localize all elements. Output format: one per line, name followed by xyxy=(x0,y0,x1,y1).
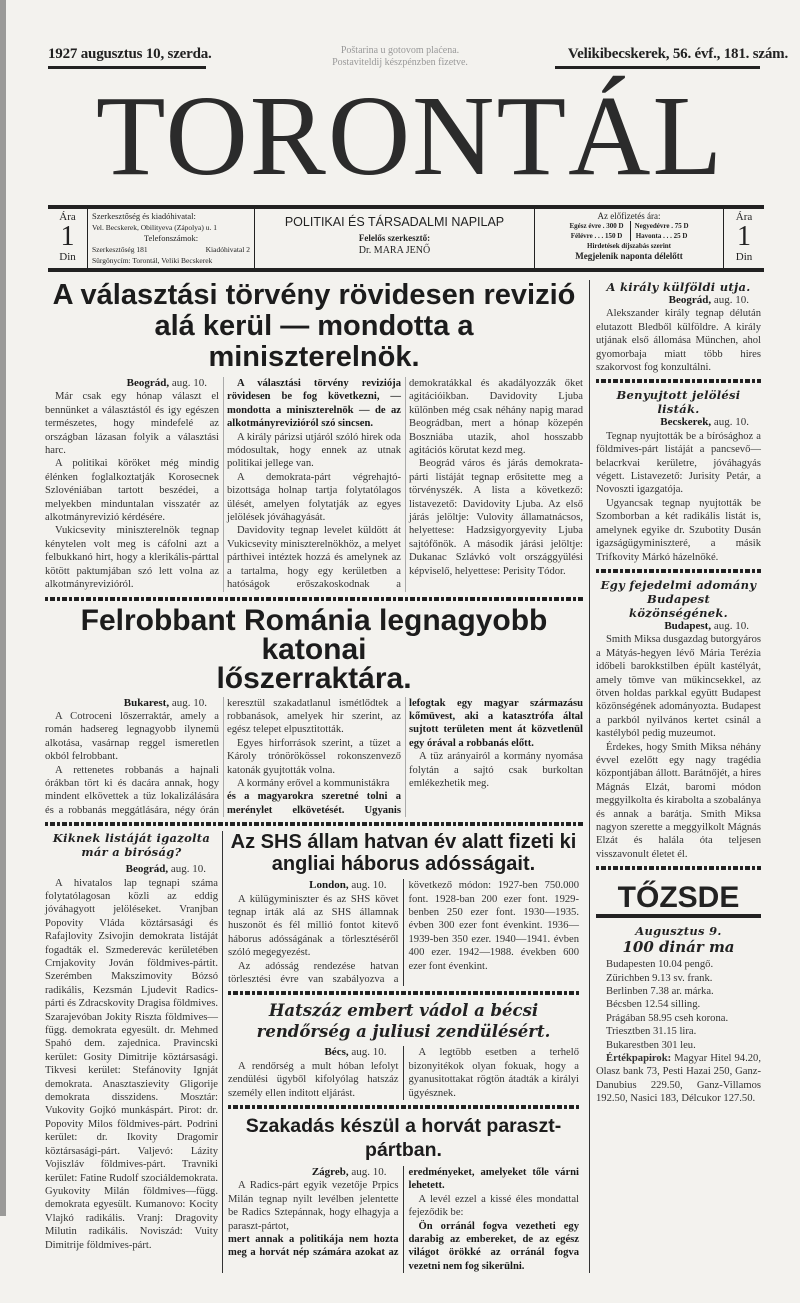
article-text xyxy=(228,1166,579,1273)
dateline-date: aug. 10. xyxy=(170,863,206,876)
paragraph: Alekszander király tegnap délután elutazott Bledből külföldre. A király utjának első állomása München, ahol gyomorbaja miatt több hires szakorvost fog konzultálni. xyxy=(596,308,761,374)
headline-romania-explosion xyxy=(45,603,583,695)
editor-label: Felelős szerkesztő: xyxy=(358,233,431,243)
stock-subtitle: 100 dinár ma xyxy=(622,938,735,957)
paragraph: Az adósság rendezése hatvan törlesztési évre van szabályozva a következő módon: 1927-ben 750.000 font. 1928-ban 200 ezer font. 1929-benben 250 ezer font. 1930—1935. évben 300 ezer font évenkint. 1936—1939-ben 350 ezer. 1940—1941. évben 400 ezer. 1942—1988. években 600 ezer font évenkint. xyxy=(228,880,579,985)
issue-date: 1927 augusztus 10, szerda. xyxy=(48,46,212,62)
sub-price: Havonta . . . 25 D xyxy=(635,232,688,240)
rate-item: Triesztben 31.15 lira. xyxy=(606,1026,697,1038)
dateline xyxy=(228,879,399,892)
securities-text: Magyar Hitel 94.20, Olasz bank 73, Pesti Hazai 250, Ganz-Danubius 229.50, Ganz-Villamos 192.50, Nasici 183, Délcukor 127.50. xyxy=(596,1053,761,1105)
ornamental-divider xyxy=(45,822,583,826)
article-croat-party xyxy=(228,1166,579,1273)
article-text xyxy=(228,879,579,986)
headline-line: lőszerraktára. xyxy=(216,661,412,695)
paragraph: A demokrata-párt végrehajtó-bizottsága holnap tartja folytatólagos ülését, amelyen folytatják az egyes jelölések jóváhagyását. xyxy=(227,471,401,524)
paragraph: A levél ezzel a kissé éles mondattal fejeződik be: xyxy=(408,1193,579,1219)
paragraph: Tegnap nyujtották be a bírósághoz a földmives-párt listáját a pancsevő—belacrkvai kerületre, jóváhagyás végett. Listavezető: Jurisity Petár, a Novoszti igazgatója. xyxy=(596,430,761,496)
dateline-city: Zágreb, xyxy=(311,1166,349,1179)
dateline xyxy=(45,697,219,710)
office-info xyxy=(88,209,255,268)
ad-rates: Hirdetések díjszabás szerint xyxy=(587,242,671,250)
dateline-city: Bukarest, xyxy=(123,696,170,709)
dateline-date: aug. 10. xyxy=(713,416,749,429)
postal-line: Poštarina u gotovom plaćena. xyxy=(340,45,460,56)
dateline xyxy=(596,416,761,429)
paragraph: A kormány erővel a kommunistákra xyxy=(237,777,390,789)
article-romania-explosion xyxy=(45,697,583,818)
ornamental-divider xyxy=(228,991,579,995)
dateline-date: aug. 10. xyxy=(713,294,749,306)
rate-item: Berlinben 7.38 ar. márka. xyxy=(606,986,714,998)
article-text xyxy=(596,430,761,564)
dateline-date: aug. 10. xyxy=(171,377,207,389)
headline-princely-gift: Egy fejedelmi adomány Budapest közönségének. xyxy=(600,577,757,620)
stock-date: Augusztus 9. xyxy=(635,924,722,939)
ornamental-divider xyxy=(596,569,761,573)
dateline xyxy=(45,863,218,876)
dateline xyxy=(596,294,761,307)
price-value: 1 xyxy=(60,221,75,252)
publication-schedule: Megjelenik naponta délelőtt xyxy=(575,251,683,261)
paragraph: és a magyarokra szeretné tolni a merénylet elkövetését. Ugyanis lefogtak egy magyar származásu kőmüvest, aki a katasztrófa által sujtott területen ment át közvetlenül egy órával a robbanás előtt. xyxy=(227,697,583,816)
issue-number: Velikibecskerek, 56. évf., 181. szám. xyxy=(567,46,788,62)
paragraph: A legtöbb esetben a terhelő bizonyitékok olyan fokuak, hogy a gyanusitottakat rögtön átadták a királyi ügyésznek. xyxy=(408,1047,579,1099)
dateline-date: aug. 10. xyxy=(713,619,749,632)
main-area xyxy=(45,280,800,1273)
middle-stack xyxy=(223,831,579,1273)
main-column xyxy=(45,280,583,1273)
paragraph: Beográd város és járás demokrata-párti listáját tegnap erősitette meg a törvényszék. A lista a következő: listavezető: Davidovity Ljuba. Az első járás jelöltje: Vulovity államatnácsos, helyettese: Hadzsigyorgyevity Ljuba sajtófőnök. A második járási jelöltje: Dukanac Szlávkó volt országgyülési képviselő, helyettese: Perisity Tódor. xyxy=(409,458,583,577)
subtitle-block xyxy=(255,209,535,268)
rate-item: Bukarestben 301 leu. xyxy=(606,1039,696,1051)
telegram-address: Sürgönycím: Torontál, Veliki Becskerek xyxy=(92,256,213,265)
headline-vienna-riot: Hatszáz embert vádol a bécsi rendőrség a juliusi zendülésért. xyxy=(256,1001,551,1042)
headline-shs-debt: Az SHS állam hatvan év alatt fizeti ki angliai háborus adósságait. xyxy=(230,831,577,876)
phone-publisher: Kiadóhivatal 2 xyxy=(205,245,250,254)
price-label: Ára xyxy=(735,211,753,223)
price-value: 1 xyxy=(737,221,751,252)
paragraph: Smith Miksa dusgazdag butorgyáros a Mátyás-hegyen lévő Mária Terézia időbeli barokkstilben épült kastélyát, amely tömve van műkincsekkel, az ötven holdas parkkal együtt Budapest közönségének adományozta. Budapest a parkból nyilvános kertet csinál a kastélyból pedig muzeumot. xyxy=(596,634,761,740)
headline-court-lists: Kiknek listáját igazolta már a biróság? xyxy=(52,831,211,860)
dateline-city: Becskerek, xyxy=(660,416,712,429)
article-court-lists xyxy=(45,831,223,1273)
dateline-city: London, xyxy=(309,879,349,892)
paragraph: A tüz arányairól a kormány nyomása folytán a sajtó csak burkoltan emlékezhetik meg. xyxy=(409,751,583,789)
article-text xyxy=(596,307,761,374)
price-unit: Din xyxy=(59,251,76,263)
paragraph: Egyes hirforrások szerint, a tüzet a Károly trónörökössel rokonszenvező katonák gyujtották volna. xyxy=(227,737,401,776)
dateline-city: Beográd, xyxy=(126,377,170,389)
article-electoral-law xyxy=(45,377,583,592)
paragraph: Ön orránál fogva vezetheti egy darabig az embereket, de az egész világot örökké az orránál fogva vezetni nem fog sikerülni. xyxy=(408,1220,579,1272)
paragraph: A király párizsi utjáról szóló hirek oda módosultak, hogy ennek az utnak politikai jellege van. xyxy=(227,431,401,470)
securities xyxy=(596,1052,761,1106)
paragraph: A Radics-párt egyik vezetője Prpics Milán tegnap nyilt levélben jelentette be Radics Sztepánnak, hogy elhagyja a paraszt-pártot, xyxy=(228,1180,399,1232)
editor-name: Dr. MARA JENŐ xyxy=(358,245,431,256)
phones-label: Telefonszámok: xyxy=(143,233,199,243)
paragraph: Vukicsevity miniszterelnök tegnap kénytelen volt meg is cáfolni azt a felbukkanó hirt, hogy a klerikális-párttal kötött paktumjában szó lett volna az alkotmányrevizióról. xyxy=(45,525,219,591)
paragraph: A választási törvény reviziója rövidesen be fog következni, — mondotta a miniszterelnök — de az alkotmányrevizióról szó sincsen. xyxy=(227,378,401,430)
dateline-date: aug. 10. xyxy=(351,1166,387,1179)
rule xyxy=(555,66,760,69)
paragraph: mert annak a politikája nem hozta meg a horvát nép számára azokat az eredményeket, amelyeket tőle várni lehetett. xyxy=(228,1167,579,1259)
headline-line: Felrobbant Románia legnagyobb katonai xyxy=(80,603,548,666)
securities-label: Értékpapirok: xyxy=(606,1053,672,1065)
dateline xyxy=(228,1046,399,1059)
price-left xyxy=(48,209,88,268)
sub-price: Egész évre . 300 D xyxy=(569,222,624,230)
sub-price: Negyedévre . 75 D xyxy=(634,222,689,230)
dateline-date: aug. 10. xyxy=(171,696,207,709)
dateline-date: aug. 10. xyxy=(351,879,387,892)
headline-king-trip: A király külföldi utja. xyxy=(606,280,751,294)
rate-item: Budapesten 10.04 pengő. xyxy=(606,959,714,971)
paragraph: Érdekes, hogy Smith Miksa néhány évvel ezelőtt egy nagy tragédia központjában állott. Barátnőjét, a hires Mágnás Elzát, baromi módon meggyilkolta és kirabolta a szobalánya és annak a barátja. Smith Miksa nagyon szerette a meggyilkolt Mágnás Elzát és halála óta teljesen visszavonult életet él. xyxy=(596,741,761,860)
price-right xyxy=(724,209,764,268)
paragraph: A Cotroceni lőszerraktár, amely a román hadsereg legnagyobb ilynemü alkotása, vasárnap reggel ismeretlen okból felrobbant. xyxy=(45,710,219,763)
article-text xyxy=(45,377,583,592)
page-content xyxy=(0,205,800,1303)
stock-exchange-title: TŐZSDE xyxy=(596,882,761,918)
rule xyxy=(48,66,206,69)
headline-electoral-law: A választási törvény rövidesen revizió alá kerül — mondotta a miniszterelnök. xyxy=(52,279,576,373)
paragraph: A rendőrség a mult hóban lefolyt zendülési ügyből kifolyólag hatszáz személy ellen inditott eljárást. xyxy=(228,1060,399,1099)
masthead-title: TORONTÁL xyxy=(95,72,725,199)
price-label: Ára xyxy=(59,211,76,223)
dateline xyxy=(228,1166,399,1179)
rate-item: Bécsben 12.54 silling. xyxy=(606,999,701,1011)
ornamental-divider xyxy=(596,379,761,383)
paragraph: A hivatalos lap tegnapi száma folytatólagosan közli az eddig jóváhagyott jelöléseket. Vranjban Popovity Vláda köztársasági és Rafajlovity Zsivojin demokrata listáját fogadták el. Szmederevác kerületében Crnjakovity Jován földmives-pártit. Szerémben Makszimovity Bózsó radikális, Kezsmán Ljudevit Radics-párti és Zdracskovity Dragisa földmives. Szarajevóban Jokity Riszta földmives—függ. demokrata egyesült. dr. Mehmed Spahó dem. zajednica. Pravincski kerület: Gosity Dimitrije köztársasági. Tikvesi kerület: Stefánovity Ignját demokrata. Anasztaszievity Gligorije demokrata disszidens. Mosztár: Vukovity Gojkó munkáspárt. Pirot: dr. Popovity Milos földmives-párt. Podrini kerület: dr. Ikovity Dragomir köztársasági-párt. Valjevó: Lázity Vojiszláv földmives-párt. Travniki kerület: Fatine Rudolf szociáldemokrata. Gyukovity Milán földmives—függ. demokrata egyesült. Kumanovo: Kocity Vlajkó radikális. Vranj: Dragovity Milutin radikális. Noviszád: Vuity Dimitrije földmives-párt. xyxy=(45,877,218,1251)
dateline-date: aug. 10. xyxy=(351,1046,387,1059)
paragraph: Már csak egy hónap választ el bennünket a választástól és igy egészen természetes, hogy mindefelé az országban lázasan folyik a választási harc. xyxy=(45,391,219,457)
exchange-rates xyxy=(596,958,761,1052)
office-address: Vel. Becskerek, Obilityeva (Zápolya) u. 1 xyxy=(92,223,217,232)
headline-submitted-lists: Benyujtott jelölési listák. xyxy=(616,388,741,417)
article-text xyxy=(45,877,218,1252)
paragraph: A rettenetes robbanás a hajnali órákban tört ki és dacára annak, hogy mindent elkövettek a tüz lokalizálására és a robbanás meggátlására, négy órán keresztül szakadatlanul ismétlődtek a robbanások, amelyek hir szerint, az egész telepet elpusztitották. xyxy=(45,697,401,816)
phone-editorial: Szerkesztőség 181 xyxy=(92,245,148,254)
article-vienna-riot xyxy=(228,1046,579,1100)
paragraph: A politikai köröket még mindig élénken foglalkoztatják Korosecnek Szlovéniában tartott beszédei, a melyekben minduntalan visszatér az alkotmányrevizió kérdésére. xyxy=(45,458,219,524)
postal-line: Postaviteldij készpénzben fizetve. xyxy=(332,57,468,68)
ornamental-divider xyxy=(596,866,761,870)
paragraph: Davidovity tegnap levelet küldött át Vukicsevity miniszterelnökhöz, a melyet párthivei intéztek hozzá és amelynek az a tartalma, hogy egy kerületben a hatóságok erőszakoskodnak a demokratákkal és akadályozzák őket agitációikban. Davidovity Ljuba különben még csak néhány napig marad Beográdban, mert a hónap közepén Boszniába utazik, ahol hosszabb agitációs körutat kezd meg. xyxy=(227,378,583,591)
ornamental-divider xyxy=(228,1105,579,1109)
rate-item: Prágában 58.95 cseh korona. xyxy=(606,1012,729,1024)
ornamental-divider xyxy=(45,597,583,601)
dateline xyxy=(596,620,761,633)
rate-item: Zürichben 9.13 sv. frank. xyxy=(606,972,713,984)
dateline-city: Beográd, xyxy=(125,863,169,876)
subtitle: POLITIKAI ÉS TÁRSADALMI NAPILAP xyxy=(284,215,505,229)
subscription-info xyxy=(535,209,724,268)
price-unit: Din xyxy=(735,251,753,263)
article-text xyxy=(45,697,583,818)
postal-note xyxy=(300,45,500,69)
headline-croat-party: Szakadás készül a horvát paraszt-pártban. xyxy=(245,1115,562,1162)
sub-price: Félévre . . . 150 D xyxy=(570,232,623,240)
paragraph: A külügyminiszter és az SHS követ tegnap irták alá az SHS államnak huszonöt és fél millió fontot kitevő háborus adósságának a törlesztéséről szóló megegyezést. xyxy=(228,893,399,959)
dateline-city: Beográd, xyxy=(668,294,712,306)
article-text xyxy=(596,633,761,861)
subscription-label: Az előfizetés ára: xyxy=(597,211,661,221)
info-box xyxy=(48,205,764,272)
office-label: Szerkesztőség és kiadóhivatal: xyxy=(92,211,196,221)
lower-section xyxy=(45,831,583,1273)
right-column xyxy=(589,280,761,1273)
paragraph: Ugyancsak tegnap nyujtották be Szomborban a két radikális listát is, amelynek egyike dr. Szubotity Dusán igazságügyminiszteré, a másik Trifkovity Márkó házelnöké. xyxy=(596,497,761,563)
dateline xyxy=(45,377,219,390)
dateline-city: Bécs, xyxy=(324,1046,349,1059)
article-shs-debt xyxy=(228,879,579,986)
dateline-city: Budapest, xyxy=(664,619,712,632)
